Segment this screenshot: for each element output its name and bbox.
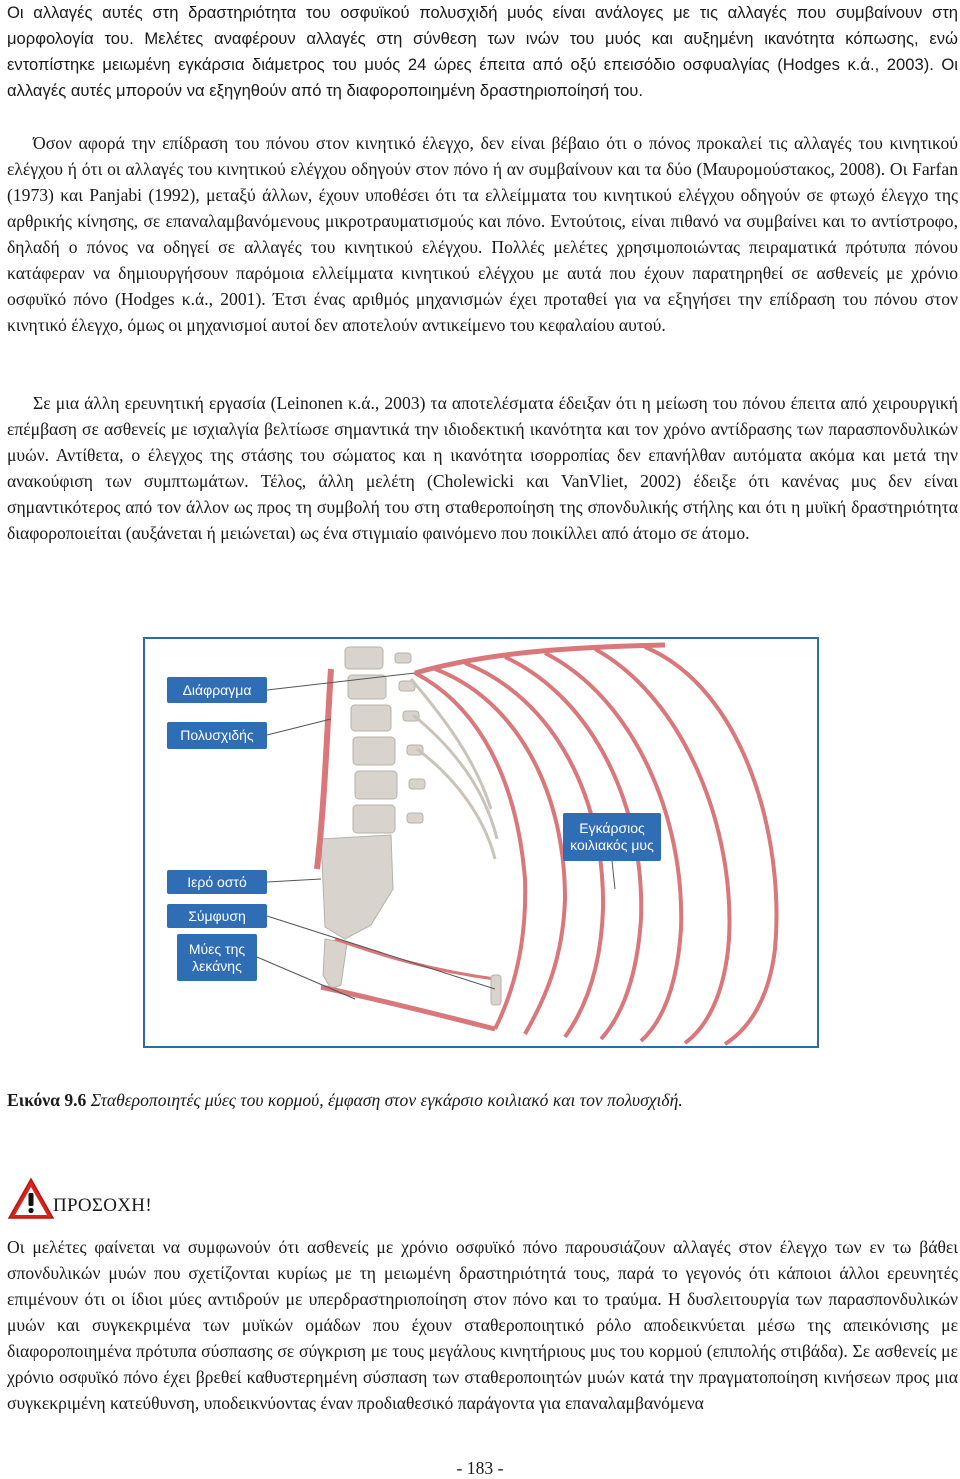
warning-title: ΠΡΟΣΟΧΗ! — [53, 1195, 152, 1216]
transversus-abdominis-label-line1: Εγκάρσιος — [579, 820, 645, 836]
multifidus-label: Πολυσχιδής — [167, 722, 267, 749]
paragraph-1: Οι αλλαγές αυτές στη δραστηριότητα του οσφυϊκού πολυσχιδή μυός είναι ανάλογες με τις αλλαγές που συμβαίνουν στη μορφολογία του. Μελέτες αναφέρουν αλλαγές στη σύνθεση των ινών του μυός και αυξημένη ικανότητα κόπωσης, ενώ εντοπίστηκε μειωμένη εγκάρσια διάμετρος του μυός 24 ώρες έπειτα από οξύ επεισόδιο οσφυαλγίας (Hodges κ.ά., 2003). Οι αλλαγές αυτές μπορούν να εξηγηθούν από τη διαφοροποιημένη δραστηριοποίησή του. — [7, 3, 958, 100]
pelvic-floor-muscles-label — [177, 934, 257, 981]
symphysis-label: Σύμφυση — [167, 904, 267, 928]
paragraph-2: Όσον αφορά την επίδραση του πόνου στον κινητικό έλεγχο, δεν είναι βέβαιο ότι ο πόνος προκαλεί τις αλλαγές του κινητικού ελέγχου ή ότι οι αλλαγές του κινητικού ελέγχου οδηγούν στον πόνο ή αν συμβαίνουν και τα δύο (Μαυρομούστακος, 2008). Οι Farfan (1973) και Panjabi (1992), μεταξύ άλλων, έχουν υποθέσει ότι τα ελλείμματα του κινητικού ελέγχου οδηγούν σε φτωχό έλεγχο της αρθρικής κίνησης, σε επαναλαμβανόμενους μικροτραυματισμούς και πόνο. Εντούτοις, είναι πιθανό να συμβαίνει και το αντίστροφο, δηλαδή ο πόνος να οδηγεί σε αλλαγές του κινητικού ελέγχου. Πολλές μελέτες χρησιμοποιώντας πειραματικά πρότυπα πόνου κατάφεραν να δημιουργήσουν παρόμοια ελλείμματα κινητικού ελέγχου με αυτά που έχουν παρατηρηθεί σε ασθενείς με χρόνιο οσφυϊκό πόνο (Hodges κ.ά., 2001). Έτσι ένας αριθμός μηχανισμών έχει προταθεί για να εξηγήσει την επίδραση του πόνου στον κινητικό έλεγχο, όμως οι μηχανισμοί αυτοί δεν αποτελούν αντικείμενο του κεφαλαίου αυτού. — [7, 133, 958, 335]
figure-caption-label: Εικόνα 9.6 — [7, 1090, 87, 1110]
warning-paragraph: Οι μελέτες φαίνεται να συμφωνούν ότι ασθενείς με χρόνιο οσφυϊκό πόνο παρουσιάζουν αλλαγές στον έλεγχο των εν τω βάθει σπονδυλικών μυών που σχετίζονται κυρίως με τη μειωμένη δραστηριότητά τους, παρά το γεγονός ότι κάποιοι άλλοι ερευνητές επιμένουν ότι οι ίδιοι μύες αντιδρούν με υπερδραστηριοποίηση στον πόνο και το τραύμα. Η δυσλειτουργία των παρασπονδυλικών μυών και συγκεκριμένα των μυϊκών ομάδων που έχουν σταθεροποιητικό ρόλο αποδεικνύεται μέσω της απεικόνισης με διαφοροποιημένα πρότυπα σύσπασης σε σύγκριση με τους μεγάλους κινητήριους μυς του κορμού (επιπολής στιβάδα). Σε ασθενείς με χρόνιο οσφυϊκό πόνο έχει βρεθεί καθυστερημένη σύσπαση των σταθεροποιητών μυών κατά την πραγματοποίηση κινήσεων προς μια συγκεκριμένη κατεύθυνση, υποδεικνύοντας έναν προδιαθεσικό παράγοντα για επαναλαμβανόμενα — [7, 1237, 958, 1413]
transversus-abdominis-label — [563, 813, 661, 861]
pelvic-floor-label-line1: Μύες της — [188, 940, 246, 957]
figure-caption — [7, 1088, 958, 1112]
pelvic-floor-label-line2: λεκάνης — [192, 957, 242, 974]
paragraph-3: Σε μια άλλη ερευνητική εργασία (Leinonen κ.ά., 2003) τα αποτελέσματα έδειξαν ότι η μείωση του πόνου έπειτα από χειρουργική επέμβαση σε ασθενείς με ισχιαλγία βελτίωσε σημαντικά την ιδιοδεκτική ικανότητα και τον χρόνο αντίδρασης των παρασπονδυλικών μυών. Αντίθετα, ο έλεγχος της στάσης του σώματος και η ικανότητα ισορροπίας δεν επανήλθαν αυτόματα ακόμα και μετά την ανακούφιση των συμπτωμάτων. Τέλος, άλλη μελέτη (Cholewicki και VanVliet, 2002) έδειξε ότι κανένας μυς δεν είναι σημαντικότερος από τον άλλον ως προς τη συμβολή του στη σταθεροποίηση της σπονδυλικής στήλης και ότι η μυϊκή δραστηριότητα διαφοροποιείται (αυξάνεται ή μειώνεται) ως ένα στιγμιαίο φαινόμενο που ποικίλλει από άτομο σε άτομο. — [7, 393, 958, 543]
warning-triangle-icon — [7, 1177, 55, 1220]
page-number: - 183 - — [456, 1458, 504, 1478]
figure-caption-text: Σταθεροποιητές μύες του κορμού, έμφαση στον εγκάρσιο κοιλιακό και τον πολυσχιδή. — [86, 1090, 683, 1110]
trunk-stabilizer-muscles-figure — [143, 637, 819, 1048]
transversus-abdominis-label-line2: κοιλιακός μυς — [570, 837, 654, 853]
sacrum-label: Ιερό οστό — [167, 870, 267, 894]
diaphragm-label: Διάφραγμα — [167, 677, 267, 703]
